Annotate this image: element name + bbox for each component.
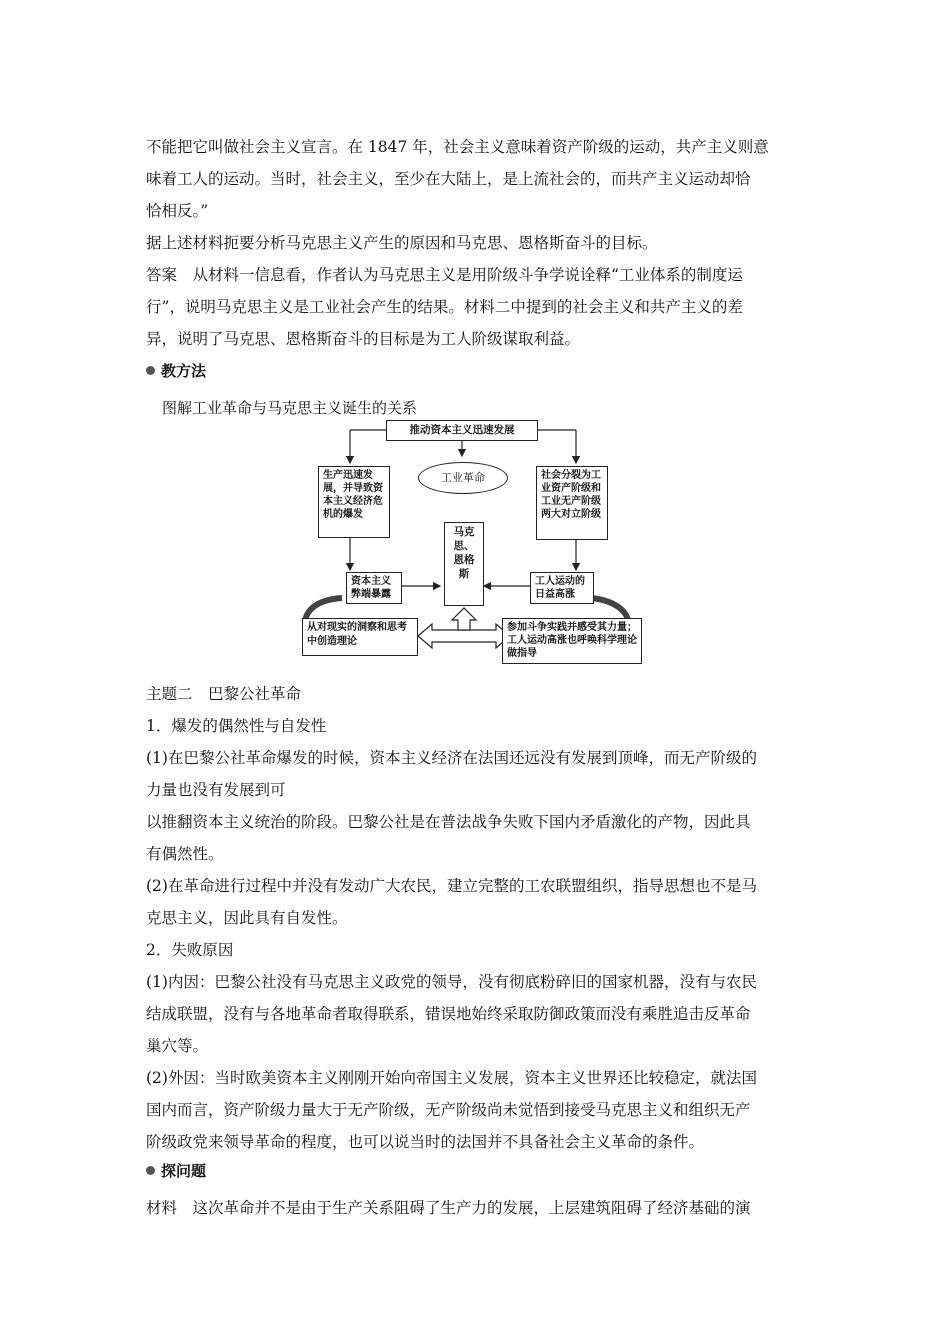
text-line: 结成联盟，没有与各地革命者取得联系，错误地始终采取防御政策而没有乘胜追击反革命	[146, 1005, 751, 1023]
text-line: (1)内因：巴黎公社没有马克思主义政党的领导，没有彻底粉碎旧的国家机器，没有与农民	[146, 973, 757, 991]
topic-heading: 主题二 巴黎公社革命	[146, 685, 302, 703]
diagram-center-box: 马克思、恩格斯	[444, 522, 484, 606]
diagram-right-box: 社会分裂为工业资产阶级和工业无产阶级两大对立阶级	[536, 466, 608, 540]
text-line: (2)在革命进行过程中并没有发动广大农民，建立完整的工农联盟组织，指导思想也不是马	[146, 877, 757, 895]
text-line: 巢穴等。	[146, 1037, 209, 1055]
text-line: 1．爆发的偶然性与自发性	[146, 717, 327, 735]
text-line: 不能把它叫做社会主义宣言。在 1847 年，社会主义意味着资产阶级的运动，共产主义则意	[146, 138, 769, 156]
section-heading-ask	[146, 1160, 206, 1181]
text-line: 有偶然性。	[146, 845, 224, 863]
answer-line: 答案 从材料一信息看，作者认为马克思主义是用阶级斗争学说诠释“工业体系的制度运	[146, 266, 743, 284]
diagram-right-mid-box: 工人运动的日益高涨	[530, 572, 594, 604]
text-line: (1)在巴黎公社革命爆发的时候，资本主义经济在法国还远没有发展到顶峰，而无产阶级的	[146, 749, 757, 767]
diagram-ellipse: 工业革命	[418, 462, 508, 494]
text-line: 据上述材料扼要分析马克思主义产生的原因和马克思、恩格斯奋斗的目标。	[146, 234, 658, 252]
material-line: 材料 这次革命并不是由于生产关系阻碍了生产力的发展，上层建筑阻碍了经济基础的演	[146, 1199, 751, 1217]
diagram-left-mid-box: 资本主义弊端暴露	[346, 572, 402, 604]
text-line: 2．失败原因	[146, 941, 234, 959]
flow-diagram	[290, 418, 650, 668]
diagram-left-box: 生产迅速发展，并导致资本主义经济危机的爆发	[318, 466, 390, 538]
text-line: 以推翻资本主义统治的阶段。巴黎公社是在普法战争失败下国内矛盾激化的产物，因此具	[146, 813, 751, 831]
answer-line: 行”，说明马克思主义是工业社会产生的结果。材料二中提到的社会主义和共产主义的差	[146, 298, 743, 316]
text-line: 力量也没有发展到可	[146, 781, 286, 799]
text-line: (2)外因：当时欧美资本主义刚刚开始向帝国主义发展，资本主义世界还比较稳定，就法国	[146, 1069, 757, 1087]
diagram-bottom-left-box: 从对现实的洞察和思考中创造理论	[302, 618, 418, 656]
answer-line: 异，说明了马克思、恩格斯奋斗的目标是为工人阶级谋取利益。	[146, 330, 581, 348]
text-line: 味着工人的运动。当时，社会主义，至少在大陆上，是上流社会的，而共产主义运动却恰	[146, 170, 751, 188]
text-line: 国内而言，资产阶级力量大于无产阶级，无产阶级尚未觉悟到接受马克思主义和组织无产	[146, 1101, 751, 1119]
diagram-bottom-right-box: 参加斗争实践并感受其力量；工人运动高涨也呼唤科学理论做指导	[502, 618, 642, 664]
section-heading-label: 教方法	[161, 362, 207, 380]
text-line: 阶级政党来领导革命的程度，也可以说当时的法国并不具备社会主义革命的条件。	[146, 1133, 705, 1151]
bullet-icon	[146, 1166, 155, 1175]
section-heading-label: 探问题	[161, 1162, 207, 1180]
diagram-top-box: 推动资本主义迅速发展	[386, 420, 538, 441]
text-line: 恰相反。”	[146, 202, 209, 220]
section-heading-teach	[146, 360, 206, 381]
text-line: 克思主义，因此具有自发性。	[146, 909, 348, 927]
bullet-icon	[146, 366, 155, 375]
diagram-caption: 图解工业革命与马克思主义诞生的关系	[162, 399, 418, 417]
